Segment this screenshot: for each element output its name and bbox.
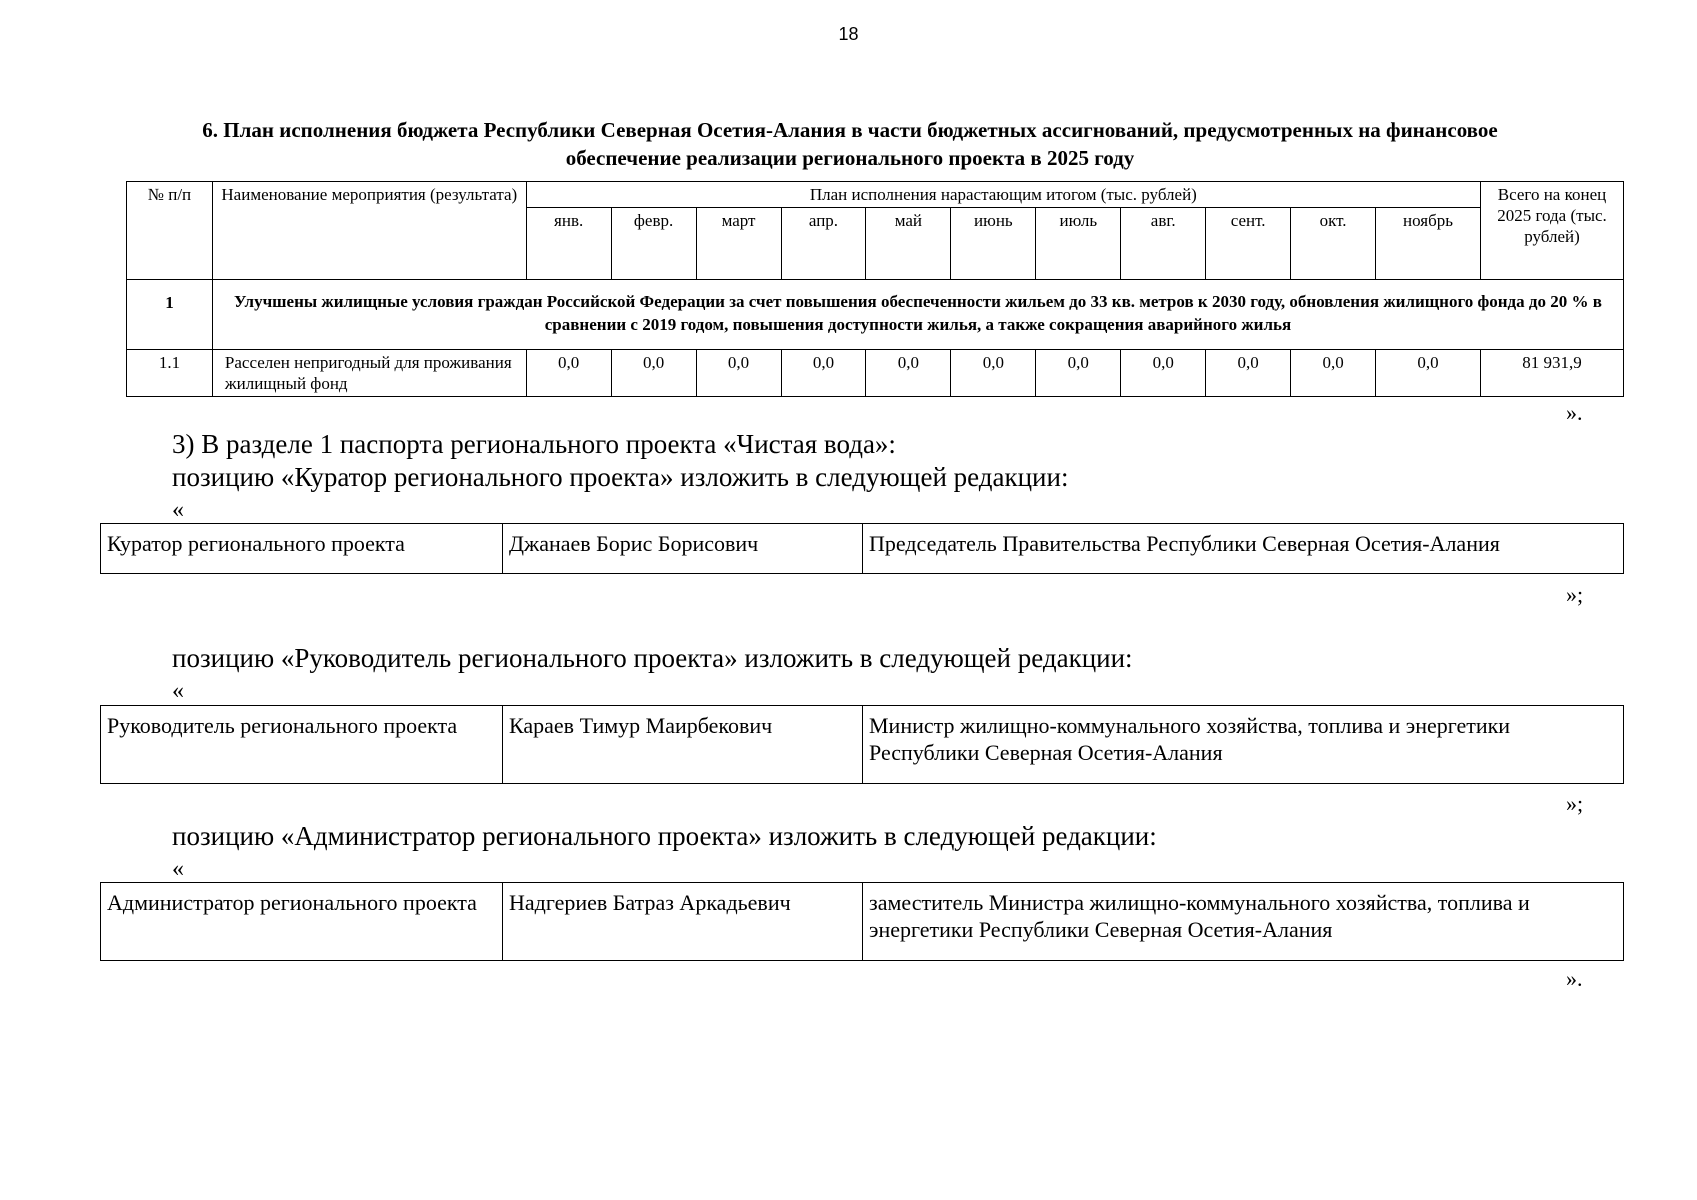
- header-month: авг.: [1121, 208, 1206, 280]
- admin-table: [100, 882, 1624, 961]
- row-value: 0,0: [611, 350, 696, 397]
- header-month: сент.: [1206, 208, 1291, 280]
- section-title: 6. План исполнения бюджета Республики Северная Осетия-Алания в части бюджетных ассигнований, предусмотренных на финансовое обеспечение реализации регионального проекта в 2025 году: [202, 118, 1498, 170]
- group-title: Улучшены жилищные условия граждан Российской Федерации за счет повышения обеспеченности жильем до 33 кв. метров к 2030 году, обновления жилищного фонда до 20 % в сравнении с 2019 годом, повышения доступности жилья, а также сокращения аварийного жилья: [212, 280, 1623, 350]
- row-name: Расселен непригодный для проживания жилищный фонд: [212, 350, 526, 397]
- row-value: 0,0: [781, 350, 866, 397]
- row-value: 0,0: [696, 350, 781, 397]
- closing-quote-table: ».: [1566, 400, 1583, 425]
- budget-plan-table: [126, 181, 1624, 397]
- curator-person: Джанаев Борис Борисович: [503, 524, 863, 574]
- header-month: июнь: [951, 208, 1036, 280]
- curator-position: Председатель Правительства Республики Северная Осетия-Алания: [863, 524, 1624, 574]
- head-position: Министр жилищно-коммунального хозяйства, топлива и энергетики Республики Северная Осетия-Алания: [863, 706, 1624, 784]
- header-month: май: [866, 208, 951, 280]
- header-month: ноябрь: [1376, 208, 1481, 280]
- table-row-group: [127, 280, 1624, 350]
- curator-intro: позицию «Куратор регионального проекта» изложить в следующей редакции:: [172, 462, 1069, 492]
- curator-open-quote: «: [172, 497, 184, 523]
- header-month: окт.: [1291, 208, 1376, 280]
- row-total: 81 931,9: [1481, 350, 1624, 397]
- paragraph-clean-water: 3) В разделе 1 паспорта регионального проекта «Чистая вода»:: [172, 429, 896, 459]
- header-plan: План исполнения нарастающим итогом (тыс. рублей): [526, 182, 1480, 208]
- admin-person: Надгериев Батраз Аркадьевич: [503, 883, 863, 961]
- row-value: 0,0: [951, 350, 1036, 397]
- row-value: 0,0: [526, 350, 611, 397]
- header-num: № п/п: [127, 182, 213, 280]
- header-month: июль: [1036, 208, 1121, 280]
- header-total: Всего на конец 2025 года (тыс. рублей): [1481, 182, 1624, 280]
- admin-position: заместитель Министра жилищно-коммунального хозяйства, топлива и энергетики Республики Северная Осетия-Алания: [863, 883, 1624, 961]
- row-value: 0,0: [1206, 350, 1291, 397]
- head-closing-quote: »;: [1566, 791, 1584, 816]
- head-open-quote: «: [172, 678, 184, 704]
- admin-closing-quote: ».: [1566, 966, 1583, 991]
- table-row: [101, 706, 1624, 784]
- header-month: апр.: [781, 208, 866, 280]
- admin-open-quote: «: [172, 856, 184, 882]
- admin-intro: позицию «Администратор регионального проекта» изложить в следующей редакции:: [172, 821, 1157, 851]
- admin-role: Администратор регионального проекта: [101, 883, 503, 961]
- curator-role: Куратор регионального проекта: [101, 524, 503, 574]
- row-value: 0,0: [866, 350, 951, 397]
- row-value: 0,0: [1036, 350, 1121, 397]
- table-row: [127, 350, 1624, 397]
- table-row: [101, 883, 1624, 961]
- row-value: 0,0: [1121, 350, 1206, 397]
- head-role: Руководитель регионального проекта: [101, 706, 503, 784]
- curator-closing-quote: »;: [1566, 582, 1584, 607]
- row-number: 1.1: [127, 350, 213, 397]
- page-number: 18: [838, 24, 859, 44]
- header-month: янв.: [526, 208, 611, 280]
- head-table: [100, 705, 1624, 784]
- row-value: 0,0: [1376, 350, 1481, 397]
- head-person: Караев Тимур Маирбекович: [503, 706, 863, 784]
- row-value: 0,0: [1291, 350, 1376, 397]
- header-month: февр.: [611, 208, 696, 280]
- header-month: март: [696, 208, 781, 280]
- table-row: [101, 524, 1624, 574]
- group-number: 1: [127, 280, 213, 350]
- curator-table: [100, 523, 1624, 574]
- header-name: Наименование мероприятия (результата): [212, 182, 526, 280]
- head-intro: позицию «Руководитель регионального проекта» изложить в следующей редакции:: [172, 643, 1133, 673]
